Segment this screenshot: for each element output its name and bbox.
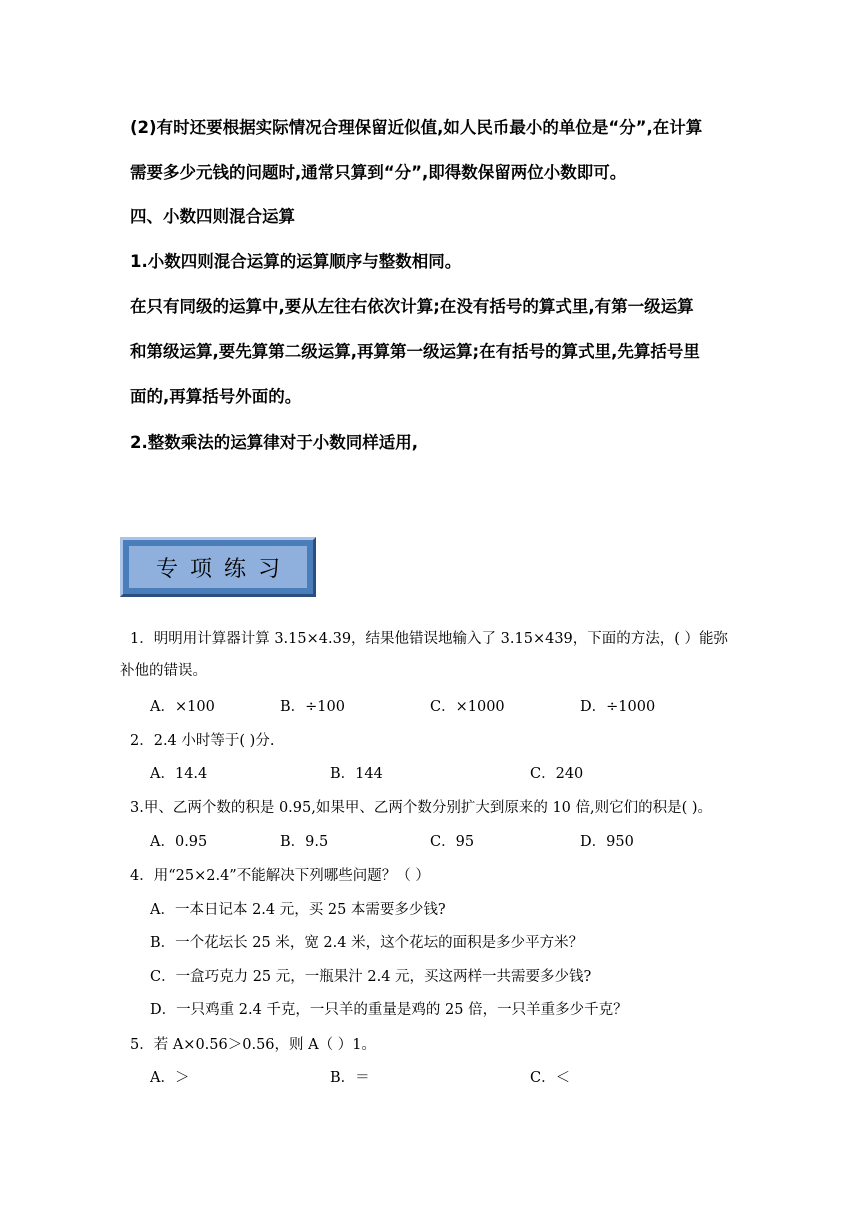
question-5-stem: 5．若 A×0.56＞0.56，则 A（ ）1。 (130, 1037, 376, 1053)
question-3-option-c: C．95 (430, 834, 475, 850)
question-4-option-b: B．一个花坛长 25 米，宽 2.4 米，这个花坛的面积是多少平方米？ (150, 935, 584, 951)
question-1-option-a: A．×100 (150, 699, 215, 715)
question-4-option-a: A．一本日记本 2.4 元，买 25 本需要多少钱? (150, 902, 446, 918)
question-3-option-b: B．9.5 (280, 834, 329, 850)
question-3-option-d: D．950 (580, 834, 634, 850)
practice-banner-inner (129, 546, 307, 588)
rule-1: 1.小数四则混合运算的运算顺序与整数相同。 (130, 252, 462, 271)
question-1-stem-line-2: 补他的错误。 (120, 663, 207, 679)
practice-banner-title: 专项练习 (155, 556, 292, 582)
rule-1-detail-3: 面的,再算括号外面的。 (130, 387, 302, 406)
question-3-stem: 3.甲、乙两个数的积是 0.95,如果甲、乙两个数分别扩大到原来的 10 倍,则它们的积是( )。 (130, 800, 713, 816)
question-1-option-c: C．×1000 (430, 699, 505, 715)
question-1-option-d: D．÷1000 (580, 699, 656, 715)
question-5-option-b: B．＝ (330, 1070, 370, 1086)
rule-1-detail-1: 在只有同级的运算中,要从左往右依次计算;在没有括号的算式里,有第一级运算 (130, 297, 694, 316)
question-4-option-c: C．一盒巧克力 25 元，一瓶果汁 2.4 元，买这两样一共需要多少钱? (150, 969, 592, 985)
question-2-stem: 2．2.4 小时等于( )分. (130, 733, 275, 749)
question-4-option-d: D．一只鸡重 2.4 千克，一只羊的重量是鸡的 25 倍，一只羊重多少千克？ (150, 1002, 628, 1018)
question-1-option-b: B．÷100 (280, 699, 345, 715)
question-2-option-b: B．144 (330, 766, 383, 782)
section-title: 四、小数四则混合运算 (130, 207, 295, 226)
rule-1-detail-2: 和第级运算,要先算第二级运算,再算第一级运算;在有括号的算式里,先算括号里 (130, 342, 700, 361)
note-line-2: 需要多少元钱的问题时,通常只算到“分”,即得数保留两位小数即可。 (130, 163, 627, 182)
question-5-option-a: A．＞ (150, 1070, 190, 1086)
question-5-option-c: C．＜ (530, 1070, 571, 1086)
question-1-stem-line-1: 1．明明用计算器计算 3.15×4.39，结果他错误地输入了 3.15×439，下面的方法，( ）能弥 (130, 631, 729, 647)
practice-banner (120, 537, 316, 597)
rule-2: 2.整数乘法的运算律对于小数同样适用, (130, 433, 419, 452)
question-4-stem: 4．用“25×2.4”不能解决下列哪些问题？（ ） (130, 868, 430, 884)
note-line-1: (2)有时还要根据实际情况合理保留近似值,如人民币最小的单位是“分”,在计算 (130, 118, 703, 137)
question-2-option-c: C．240 (530, 766, 584, 782)
question-2-option-a: A．14.4 (150, 766, 208, 782)
question-3-option-a: A．0.95 (150, 834, 208, 850)
